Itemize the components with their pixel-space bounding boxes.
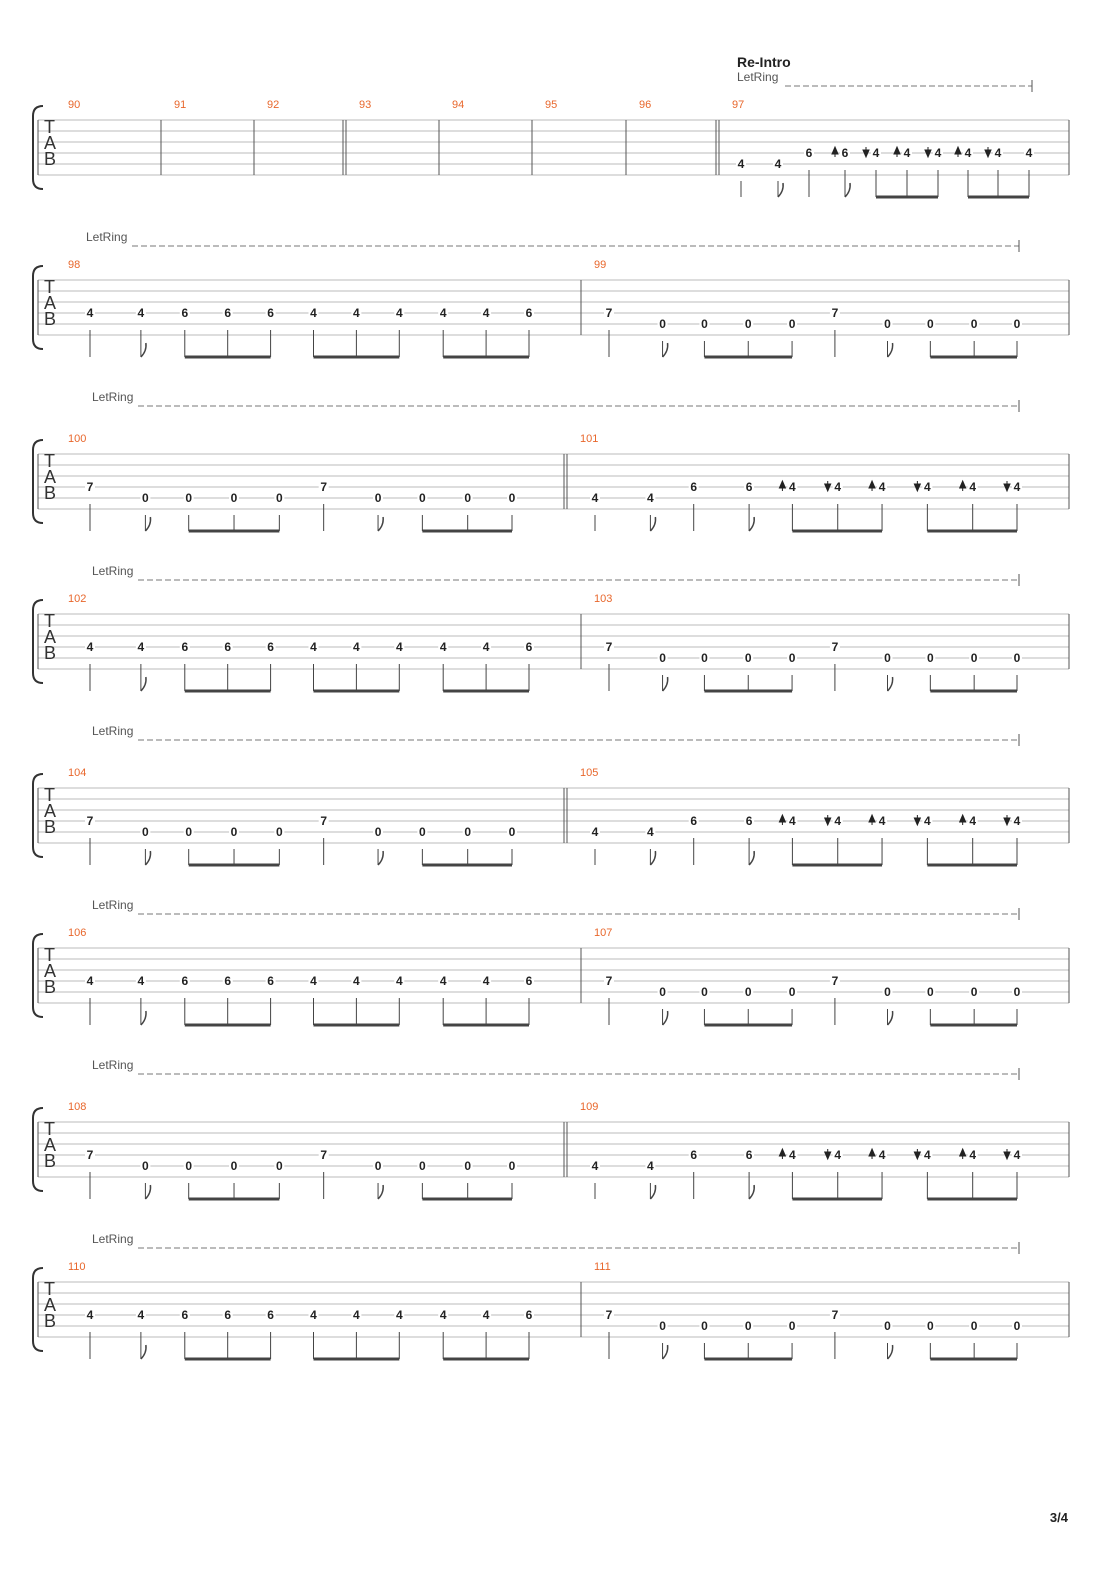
fret-number: 4 [86, 640, 94, 654]
fret-number: 4 [834, 814, 842, 828]
eighth-flag [650, 517, 655, 531]
fret-number: 4 [353, 974, 360, 988]
tab-clef-letter: B [44, 1151, 57, 1171]
fret-number: 4 [647, 491, 654, 505]
fret-number: 7 [605, 1308, 613, 1322]
downstroke-arrow-icon [825, 1149, 831, 1159]
letring-label: LetRing [737, 70, 779, 84]
fret-number: 4 [878, 1148, 886, 1162]
fret-number: 6 [690, 1148, 698, 1162]
eighth-flag [141, 343, 146, 357]
fret-number: 6 [181, 974, 189, 988]
upstroke-arrow-icon [894, 147, 900, 157]
fret-number: 0 [374, 825, 382, 839]
fret-number: 4 [1013, 814, 1021, 828]
fret-number: 4 [789, 1148, 796, 1162]
measure-number: 93 [359, 99, 372, 111]
downstroke-arrow-icon [1004, 1149, 1010, 1159]
fret-number: 0 [788, 985, 796, 999]
letring-label: LetRing [92, 564, 134, 578]
fret-number: 0 [464, 491, 472, 505]
fret-number: 4 [137, 306, 145, 320]
upstroke-arrow-icon [960, 815, 966, 825]
measure-number: 101 [580, 433, 599, 445]
fret-number: 4 [924, 480, 931, 494]
fret-number: 7 [86, 814, 94, 828]
fret-number: 0 [1013, 317, 1021, 331]
measure-number: 107 [594, 927, 613, 939]
upstroke-arrow-icon [869, 481, 875, 491]
fret-number: 4 [482, 306, 490, 320]
fret-number: 4 [924, 1148, 931, 1162]
fret-number: 6 [525, 1308, 533, 1322]
fret-number: 0 [744, 1319, 752, 1333]
page-number: 3/4 [1049, 1510, 1068, 1525]
tab-clef-letter: T [44, 1119, 55, 1139]
eighth-flag [145, 517, 150, 531]
fret-number: 4 [439, 1308, 447, 1322]
eighth-flag [650, 851, 655, 865]
eighth-flag [887, 677, 892, 691]
fret-number: 4 [310, 974, 317, 988]
fret-number: 4 [969, 814, 977, 828]
fret-number: 6 [745, 1148, 753, 1162]
fret-number: 4 [353, 640, 360, 654]
fret-number: 7 [831, 1308, 839, 1322]
eighth-flag [749, 517, 754, 531]
downstroke-arrow-icon [825, 815, 831, 825]
fret-number: 7 [605, 306, 613, 320]
measure-number: 90 [68, 99, 81, 111]
downstroke-arrow-icon [925, 147, 931, 157]
fret-number: 0 [788, 317, 796, 331]
fret-number: 0 [185, 491, 193, 505]
fret-number: 7 [831, 640, 839, 654]
fret-number: 4 [439, 974, 447, 988]
measure-number: 111 [594, 1261, 611, 1273]
fret-number: 4 [86, 974, 94, 988]
fret-number: 0 [659, 317, 666, 331]
tab-clef-letter: A [44, 801, 57, 821]
eighth-flag [141, 677, 146, 691]
tab-clef-letter: T [44, 277, 55, 297]
eighth-flag [887, 343, 892, 357]
fret-number: 6 [181, 306, 189, 320]
fret-number: 4 [834, 480, 842, 494]
fret-number: 0 [926, 317, 934, 331]
fret-number: 4 [353, 306, 360, 320]
fret-number: 4 [482, 1308, 490, 1322]
fret-number: 4 [872, 146, 880, 160]
fret-number: 0 [701, 651, 708, 665]
fret-number: 7 [831, 974, 839, 988]
fret-number: 6 [841, 146, 849, 160]
upstroke-arrow-icon [869, 815, 875, 825]
fret-number: 0 [1013, 651, 1021, 665]
fret-number: 0 [659, 1319, 666, 1333]
fret-number: 4 [774, 157, 782, 171]
fret-number: 4 [903, 146, 911, 160]
fret-number: 4 [482, 640, 490, 654]
eighth-flag [749, 851, 754, 865]
fret-number: 7 [86, 480, 94, 494]
upstroke-arrow-icon [779, 1149, 785, 1159]
fret-number: 0 [419, 825, 426, 839]
tab-clef-letter: A [44, 961, 57, 981]
measure-number: 108 [68, 1101, 87, 1113]
measure-number: 94 [452, 99, 465, 111]
tab-clef-letter: B [44, 643, 57, 663]
fret-number: 4 [395, 974, 403, 988]
measure-number: 109 [580, 1101, 599, 1113]
measure-number: 96 [639, 99, 652, 111]
eighth-flag [141, 1011, 146, 1025]
fret-number: 7 [831, 306, 839, 320]
upstroke-arrow-icon [779, 481, 785, 491]
fret-number: 4 [878, 480, 886, 494]
fret-number: 4 [789, 480, 796, 494]
measure-number: 110 [68, 1261, 86, 1273]
fret-number: 0 [464, 825, 472, 839]
eighth-flag [887, 1345, 892, 1359]
fret-number: 4 [310, 1308, 317, 1322]
fret-number: 0 [659, 651, 666, 665]
tab-clef-letter: B [44, 149, 57, 169]
fret-number: 7 [320, 480, 328, 494]
tab-clef-letter: B [44, 977, 57, 997]
fret-number: 4 [137, 1308, 145, 1322]
fret-number: 4 [353, 1308, 360, 1322]
fret-number: 0 [970, 651, 978, 665]
fret-number: 0 [508, 1159, 516, 1173]
upstroke-arrow-icon [832, 147, 838, 157]
fret-number: 4 [591, 825, 599, 839]
fret-number: 4 [482, 974, 490, 988]
fret-number: 0 [276, 1159, 283, 1173]
fret-number: 6 [525, 640, 533, 654]
fret-number: 6 [267, 974, 274, 988]
fret-number: 0 [142, 825, 149, 839]
fret-number: 6 [224, 974, 232, 988]
fret-number: 4 [1013, 1148, 1021, 1162]
measure-number: 105 [580, 767, 599, 779]
fret-number: 4 [1025, 146, 1033, 160]
downstroke-arrow-icon [914, 815, 920, 825]
measure-number: 100 [68, 433, 87, 445]
fret-number: 0 [701, 1319, 708, 1333]
letring-label: LetRing [92, 390, 134, 404]
eighth-flag [663, 343, 668, 357]
fret-number: 0 [970, 317, 978, 331]
fret-number: 0 [230, 825, 238, 839]
fret-number: 4 [934, 146, 942, 160]
tab-clef-letter: T [44, 117, 55, 137]
tab-clef-letter: T [44, 611, 55, 631]
fret-number: 6 [690, 814, 698, 828]
downstroke-arrow-icon [914, 1149, 920, 1159]
tab-clef-letter: A [44, 133, 57, 153]
fret-number: 7 [86, 1148, 94, 1162]
fret-number: 7 [605, 974, 613, 988]
fret-number: 0 [926, 1319, 934, 1333]
measure-number: 106 [68, 927, 87, 939]
fret-number: 4 [969, 480, 977, 494]
fret-number: 0 [970, 985, 978, 999]
fret-number: 0 [142, 491, 149, 505]
fret-number: 4 [591, 1159, 599, 1173]
letring-label: LetRing [92, 1232, 134, 1246]
fret-number: 6 [224, 306, 232, 320]
letring-label: LetRing [92, 898, 134, 912]
tab-clef-letter: T [44, 945, 55, 965]
fret-number: 0 [276, 491, 283, 505]
fret-number: 4 [964, 146, 972, 160]
fret-number: 6 [525, 974, 533, 988]
fret-number: 0 [230, 1159, 238, 1173]
fret-number: 0 [374, 1159, 382, 1173]
fret-number: 4 [647, 1159, 654, 1173]
fret-number: 0 [276, 825, 283, 839]
measure-number: 99 [594, 259, 607, 271]
fret-number: 0 [788, 651, 796, 665]
fret-number: 4 [395, 306, 403, 320]
fret-number: 0 [788, 1319, 796, 1333]
tab-clef-letter: T [44, 451, 55, 471]
fret-number: 0 [884, 651, 891, 665]
eighth-flag [378, 1185, 383, 1199]
measure-number: 102 [68, 593, 87, 605]
measure-number: 91 [174, 99, 187, 111]
fret-number: 7 [320, 814, 328, 828]
fret-number: 6 [525, 306, 533, 320]
fret-number: 6 [181, 1308, 189, 1322]
measure-number: 92 [267, 99, 280, 111]
eighth-flag [845, 183, 850, 197]
fret-number: 4 [395, 640, 403, 654]
tab-clef-letter: B [44, 817, 57, 837]
downstroke-arrow-icon [1004, 481, 1010, 491]
fret-number: 0 [701, 985, 708, 999]
eighth-flag [663, 1345, 668, 1359]
fret-number: 4 [137, 974, 145, 988]
fret-number: 4 [1013, 480, 1021, 494]
eighth-flag [378, 517, 383, 531]
fret-number: 0 [926, 985, 934, 999]
tab-clef-letter: A [44, 1295, 57, 1315]
fret-number: 0 [508, 825, 516, 839]
eighth-flag [663, 1011, 668, 1025]
fret-number: 6 [267, 1308, 274, 1322]
eighth-flag [887, 1011, 892, 1025]
fret-number: 4 [737, 157, 745, 171]
fret-number: 6 [224, 1308, 232, 1322]
fret-number: 4 [994, 146, 1002, 160]
downstroke-arrow-icon [914, 481, 920, 491]
fret-number: 0 [230, 491, 238, 505]
fret-number: 0 [374, 491, 382, 505]
fret-number: 4 [591, 491, 599, 505]
fret-number: 0 [419, 491, 426, 505]
fret-number: 0 [744, 985, 752, 999]
tab-clef-letter: A [44, 293, 57, 313]
fret-number: 0 [970, 1319, 978, 1333]
letring-label: LetRing [92, 1058, 134, 1072]
eighth-flag [663, 677, 668, 691]
letring-label: LetRing [92, 724, 134, 738]
eighth-flag [778, 183, 783, 197]
upstroke-arrow-icon [960, 481, 966, 491]
fret-number: 6 [805, 146, 813, 160]
eighth-flag [650, 1185, 655, 1199]
eighth-flag [145, 851, 150, 865]
fret-number: 7 [320, 1148, 328, 1162]
tab-clef-letter: T [44, 785, 55, 805]
upstroke-arrow-icon [869, 1149, 875, 1159]
fret-number: 0 [142, 1159, 149, 1173]
fret-number: 0 [185, 825, 193, 839]
fret-number: 0 [744, 317, 752, 331]
measure-number: 98 [68, 259, 81, 271]
fret-number: 0 [884, 1319, 891, 1333]
measure-number: 104 [68, 767, 87, 779]
fret-number: 6 [224, 640, 232, 654]
fret-number: 0 [926, 651, 934, 665]
tab-clef-letter: B [44, 1311, 57, 1331]
fret-number: 0 [1013, 985, 1021, 999]
fret-number: 0 [1013, 1319, 1021, 1333]
fret-number: 4 [969, 1148, 977, 1162]
fret-number: 0 [701, 317, 708, 331]
upstroke-arrow-icon [955, 147, 961, 157]
fret-number: 4 [878, 814, 886, 828]
eighth-flag [141, 1345, 146, 1359]
fret-number: 4 [647, 825, 654, 839]
section-label-re-intro: Re-Intro [737, 54, 791, 70]
fret-number: 0 [659, 985, 666, 999]
tab-clef-letter: A [44, 627, 57, 647]
tab-clef-letter: B [44, 483, 57, 503]
letring-label: LetRing [86, 230, 128, 244]
fret-number: 4 [86, 306, 94, 320]
fret-number: 6 [745, 480, 753, 494]
fret-number: 0 [508, 491, 516, 505]
fret-number: 4 [834, 1148, 842, 1162]
fret-number: 4 [439, 306, 447, 320]
fret-number: 0 [185, 1159, 193, 1173]
fret-number: 6 [181, 640, 189, 654]
fret-number: 4 [395, 1308, 403, 1322]
fret-number: 7 [605, 640, 613, 654]
eighth-flag [749, 1185, 754, 1199]
fret-number: 4 [789, 814, 796, 828]
eighth-flag [145, 1185, 150, 1199]
upstroke-arrow-icon [779, 815, 785, 825]
fret-number: 4 [310, 640, 317, 654]
downstroke-arrow-icon [825, 481, 831, 491]
fret-number: 4 [137, 640, 145, 654]
tab-clef-letter: B [44, 309, 57, 329]
fret-number: 6 [690, 480, 698, 494]
upstroke-arrow-icon [960, 1149, 966, 1159]
fret-number: 0 [744, 651, 752, 665]
measure-number: 103 [594, 593, 613, 605]
fret-number: 6 [267, 640, 274, 654]
downstroke-arrow-icon [985, 147, 991, 157]
fret-number: 4 [439, 640, 447, 654]
fret-number: 0 [464, 1159, 472, 1173]
fret-number: 4 [86, 1308, 94, 1322]
fret-number: 0 [884, 985, 891, 999]
fret-number: 0 [884, 317, 891, 331]
fret-number: 6 [267, 306, 274, 320]
fret-number: 4 [310, 306, 317, 320]
eighth-flag [378, 851, 383, 865]
measure-number: 97 [732, 99, 745, 111]
tab-clef-letter: A [44, 467, 57, 487]
fret-number: 6 [745, 814, 753, 828]
fret-number: 0 [419, 1159, 426, 1173]
tab-clef-letter: A [44, 1135, 57, 1155]
downstroke-arrow-icon [1004, 815, 1010, 825]
downstroke-arrow-icon [863, 147, 869, 157]
fret-number: 4 [924, 814, 931, 828]
tab-clef-letter: T [44, 1279, 55, 1299]
measure-number: 95 [545, 99, 558, 111]
